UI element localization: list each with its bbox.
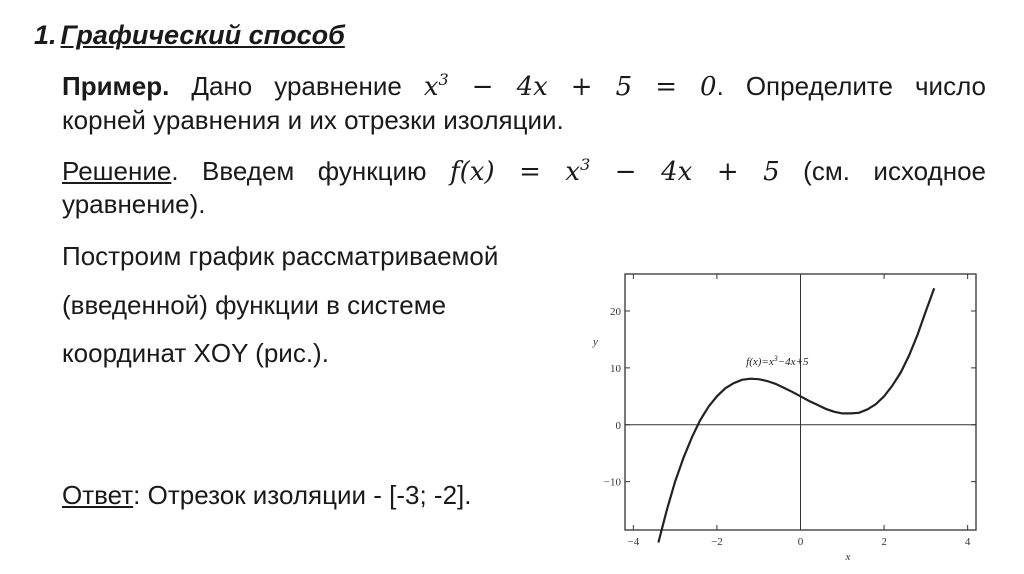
solution-line-2: уравнение). (62, 189, 206, 219)
build-line-2: (введенной) функции в системе (62, 290, 447, 320)
answer-label: Ответ (62, 480, 134, 510)
example-line-2: корней уравнения и их отрезки изоляции. (62, 105, 564, 135)
heading-title: Графический способ (60, 20, 345, 50)
y-axis-label: y (593, 336, 598, 349)
solution-line-1 (62, 155, 986, 188)
y-tick-label: −10 (603, 476, 621, 489)
example-line-1 (62, 70, 986, 103)
example-text-2: . Определите число (716, 71, 986, 101)
solution-text-1: . Введем функцию (171, 156, 451, 186)
function-curve (658, 288, 934, 542)
curve-annotation: $f(x)=x^3-4x+5$ (746, 354, 809, 369)
slide-heading (34, 20, 345, 51)
y-tick-label: 20 (610, 305, 621, 318)
solution-text-2: (см. исходное (779, 156, 986, 186)
function-chart (588, 262, 988, 562)
example-label: Пример. (62, 71, 170, 101)
solution-label: Решение (62, 156, 172, 186)
answer-text: : Отрезок изоляции - [-3; -2]. (133, 480, 472, 510)
example-equation: $x^3 - 4x + 5 = 0$ (423, 70, 717, 102)
build-line-3: координат XOY (рис.). (62, 338, 329, 368)
x-tick-label: 2 (881, 536, 887, 548)
x-axis-label: x (845, 551, 851, 562)
y-tick-label: 0 (615, 419, 621, 432)
y-tick-label: 10 (610, 362, 621, 375)
solution-function: $f(x) = x^3 - 4x + 5$ (450, 155, 780, 187)
x-tick-label: −4 (627, 536, 640, 548)
x-tick-label: 4 (964, 536, 971, 548)
build-line-1: Построим график рассматриваемой (62, 241, 499, 271)
x-tick-label: 0 (797, 536, 804, 548)
heading-number: 1. (34, 20, 57, 50)
example-text-1: Дано уравнение (169, 71, 424, 101)
answer-line (62, 479, 471, 511)
x-tick-label: −2 (711, 536, 723, 548)
